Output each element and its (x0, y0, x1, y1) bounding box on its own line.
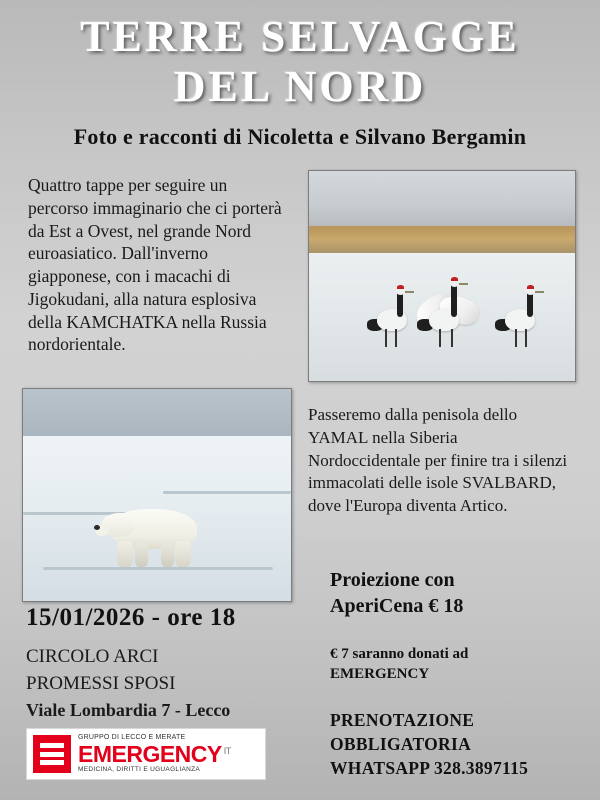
booking-block (330, 708, 590, 780)
emergency-logo-superscript: IT (223, 745, 231, 756)
cranes-reeds (309, 226, 575, 255)
emergency-logo-word (78, 742, 231, 766)
intro-paragraph: Quattro tappe per seguire un percorso immaginario che ci porterà da Est a Ovest, nel grande Nord euroasiatico. Dall'inverno giapponese, con i macachi di Jigokudani, alla natura esplosiva della KAMCHATKA nella Russia nordorientale. (28, 175, 282, 355)
emergency-logo-word-text: EMERGENCY (78, 741, 222, 768)
emergency-logo-text (78, 734, 231, 774)
donation-line-1: € 7 saranno donati ad (330, 646, 469, 662)
page-title-line-1: TERRE SELVAGGE (80, 12, 520, 61)
page-subtitle: Foto e racconti di Nicoletta e Silvano Bergamin (73, 123, 527, 149)
price-block (330, 568, 580, 619)
booking-line-1: PRENOTAZIONE (330, 710, 475, 730)
price-line-2: AperiCena € 18 (330, 594, 464, 617)
venue-address: Viale Lombardia 7 - Lecco (26, 699, 231, 720)
bear-sky (23, 389, 291, 440)
price-line-1: Proiezione con (330, 569, 455, 591)
page-title-line-2: DEL NORD (173, 61, 427, 111)
booking-whatsapp: WHATSAPP 328.3897115 (330, 758, 529, 779)
emergency-logo-group: GRUPPO DI LECCO E MERATE (78, 733, 186, 741)
venue-line-1: CIRCOLO ARCI (26, 646, 159, 667)
polar-bear-photo (22, 388, 292, 602)
polar-bear-figure (101, 501, 213, 567)
venue-line-2: PROMESSI SPOSI (26, 672, 176, 694)
title-block (0, 0, 600, 110)
emergency-logo (26, 728, 266, 780)
venue-block (26, 644, 306, 723)
donation-line-2: EMERGENCY (330, 666, 430, 683)
secondary-paragraph: Passeremo dalla penisola dello YAMAL nella Siberia Nordoccidentale per finire tra i silenzi immacolati delle isole SVALBARD, dove l'Europa diventa Artico. (308, 405, 568, 516)
event-date: 15/01/2026 - ore 18 (26, 604, 236, 631)
cranes-photo (308, 170, 576, 382)
emergency-logo-tagline: MEDICINA, DIRITTI E UGUAGLIANZA (78, 766, 200, 774)
emergency-logo-mark-icon (33, 735, 71, 773)
cranes-sky (309, 171, 575, 234)
booking-line-2: OBBLIGATORIA (330, 734, 472, 755)
donation-block (330, 644, 580, 684)
